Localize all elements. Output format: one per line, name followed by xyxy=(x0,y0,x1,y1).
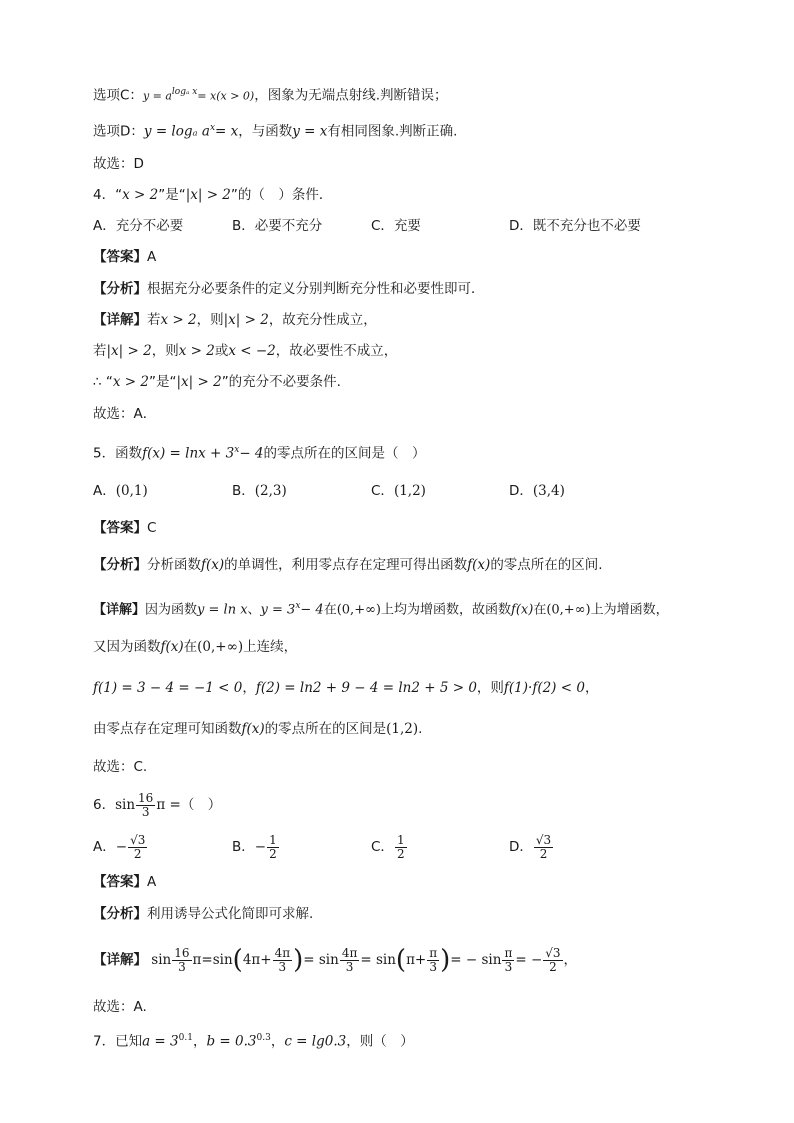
text: . xyxy=(418,721,423,737)
option-text: 必要不充分 xyxy=(254,218,323,234)
fraction-numerator: π xyxy=(504,945,513,960)
answer-tag: 【答案】 xyxy=(93,249,147,265)
fraction-numerator: √3 xyxy=(545,945,561,960)
fraction-numerator: √3 xyxy=(130,832,146,847)
math: f(1) = 3 − 4 = −1 < 0 xyxy=(93,680,243,696)
q6-answer xyxy=(93,872,156,892)
fraction xyxy=(340,947,360,974)
text: 有相同图象.判断正确. xyxy=(327,123,458,140)
q6-analysis xyxy=(93,904,313,924)
select-line-4: 故选：A． xyxy=(93,406,157,422)
math-sup: x xyxy=(295,601,301,611)
option-letter: A． xyxy=(93,483,116,499)
option-text: 充要 xyxy=(393,218,421,234)
fraction-denominator: 3 xyxy=(504,959,513,974)
right-paren: ) xyxy=(293,945,304,975)
fraction xyxy=(267,834,279,861)
text: 若 xyxy=(93,343,107,359)
q5-answer xyxy=(93,518,156,538)
answer-value: A xyxy=(147,249,157,265)
text: 的零点所在的区间是（ ） xyxy=(263,445,426,462)
text: ， xyxy=(563,952,578,968)
math-sup: 0.3 xyxy=(256,1033,271,1043)
text: ”的充分不必要条件. xyxy=(221,374,341,390)
math: π=sin xyxy=(192,952,233,968)
text: 选项D： xyxy=(93,123,144,140)
fraction-denominator: 3 xyxy=(141,804,150,819)
text: 上均为增函数，故函数 xyxy=(381,602,512,618)
option-text: 充分不必要 xyxy=(115,218,184,234)
select-line-3: 故选：D xyxy=(93,156,144,172)
text: 又因为函数 xyxy=(93,639,161,655)
text: ∴ “ xyxy=(93,374,113,390)
fraction-denominator: 3 xyxy=(178,959,186,974)
text: 、 xyxy=(247,602,261,618)
fraction-denominator: 3 xyxy=(278,959,287,974)
question-7 xyxy=(93,1028,414,1052)
math: x > 2 xyxy=(160,312,197,328)
fraction-numerator: 1 xyxy=(269,832,277,847)
option-letter: B． xyxy=(232,483,255,499)
math: = − xyxy=(515,952,543,968)
q5-option-c xyxy=(371,481,426,501)
option-letter: D． xyxy=(509,839,533,855)
math: y = logₐ a xyxy=(143,123,210,140)
answer-tag: 【答案】 xyxy=(93,520,147,536)
math: c = lg0.3 xyxy=(284,1033,347,1050)
text: ，则 xyxy=(151,343,179,359)
text: 6． xyxy=(93,797,116,813)
option-letter: D． xyxy=(509,483,533,499)
text: 由零点存在定理可知函数 xyxy=(93,721,242,737)
fraction-numerator: 1 xyxy=(396,832,405,847)
option-letter: D． xyxy=(509,218,533,234)
q6-option-c xyxy=(371,832,408,862)
text: （ ） xyxy=(180,797,222,813)
fraction-denominator: 2 xyxy=(539,846,548,861)
fraction-numerator: 16 xyxy=(174,945,190,960)
option-letter: B． xyxy=(232,218,255,234)
math: x > 2 xyxy=(178,343,215,359)
text: 7．已知 xyxy=(93,1033,143,1050)
option-text: (1,2) xyxy=(393,483,426,499)
answer-value: A xyxy=(147,874,157,890)
answer-value: C xyxy=(147,520,157,536)
math: f(1)·f(2) < 0 xyxy=(503,680,585,696)
fraction xyxy=(128,834,147,861)
detail-tag: 【详解】 xyxy=(93,312,147,328)
text: 选项C： xyxy=(93,87,143,104)
math: − 4 xyxy=(300,602,324,618)
q4-detail-3 xyxy=(93,372,341,392)
text: 根据充分必要条件的定义分别判断充分性和必要性即可． xyxy=(147,281,485,297)
right-paren: ) xyxy=(440,945,451,975)
option-letter: C． xyxy=(371,218,394,234)
math: x < −2 xyxy=(228,343,276,359)
q5-detail-2 xyxy=(93,637,297,657)
option-letter: B． xyxy=(232,839,255,855)
text: ，与函数 xyxy=(238,123,293,140)
math: (0,+∞) xyxy=(197,639,244,655)
math: y = 3 xyxy=(260,602,296,618)
math-sign: − xyxy=(115,839,128,855)
q5-detail-4 xyxy=(93,719,422,739)
math: f(2) = ln2 + 9 − 4 = ln2 + 5 > 0 xyxy=(255,680,477,696)
option-text: (2,3) xyxy=(254,483,287,499)
math: (1,2) xyxy=(386,721,419,737)
math: y = a xyxy=(142,89,172,103)
fraction-denominator: 2 xyxy=(396,846,405,861)
fraction xyxy=(534,834,553,861)
question-5 xyxy=(93,440,426,464)
q4-option-b xyxy=(232,216,322,236)
text: ， xyxy=(192,1033,207,1050)
text: ，故充分性成立， xyxy=(268,312,377,328)
math: a = 3 xyxy=(142,1033,179,1050)
q4-detail-2 xyxy=(93,341,397,361)
question-4 xyxy=(93,185,332,205)
fraction-denominator: 2 xyxy=(133,846,142,861)
text: ”是“ xyxy=(148,374,177,390)
option-c-line xyxy=(93,82,448,107)
math: (0,+∞) xyxy=(336,602,381,618)
text: 若 xyxy=(147,312,161,328)
math: |x| > 2 xyxy=(106,343,152,359)
q6-option-b xyxy=(232,832,280,862)
math: = x(x > 0) xyxy=(197,89,255,103)
text: ， xyxy=(270,1033,285,1050)
math: = sin xyxy=(360,952,396,968)
fraction xyxy=(172,947,191,974)
math: |x| > 2 xyxy=(223,312,269,328)
math: f(x) xyxy=(511,602,534,618)
text: ，图象为无端点射线.判断错误； xyxy=(254,87,448,104)
detail-tag: 【详解】 xyxy=(93,602,146,618)
text: 在 xyxy=(183,639,198,655)
math: y = ln x xyxy=(197,602,248,618)
fraction-denominator: 3 xyxy=(345,959,354,974)
option-letter: C． xyxy=(371,483,394,499)
math: π+ xyxy=(406,952,427,968)
fraction-numerator: 16 xyxy=(138,790,154,805)
q4-detail-1 xyxy=(93,310,377,330)
fraction-denominator: 2 xyxy=(549,959,557,974)
q4-option-a xyxy=(93,216,183,236)
math: b = 0.3 xyxy=(206,1033,257,1050)
question-6 xyxy=(93,790,221,820)
text: ，则 xyxy=(196,312,224,328)
math: − 4 xyxy=(239,445,264,462)
option-letter: A． xyxy=(93,218,116,234)
answer-tag: 【答案】 xyxy=(93,874,147,890)
math-sup: 0.1 xyxy=(178,1033,193,1043)
math: x > 2 xyxy=(112,374,149,390)
math: |x| > 2 xyxy=(185,187,231,203)
math-sup: logₐ x xyxy=(171,87,198,97)
text: ， xyxy=(584,680,599,696)
detail-tag: 【详解】 xyxy=(93,952,147,968)
q5-detail-3 xyxy=(93,678,598,698)
math: sin xyxy=(151,952,172,968)
text: 5．函数 xyxy=(93,445,143,462)
text: 的零点所在的区间. xyxy=(490,557,603,573)
fraction-numerator: 4π xyxy=(274,945,291,960)
fraction xyxy=(502,947,514,974)
q4-option-d xyxy=(509,216,641,236)
analysis-tag: 【分析】 xyxy=(93,906,147,922)
math: = − sin xyxy=(450,952,502,968)
math: |x| > 2 xyxy=(176,374,222,390)
text: 上连续， xyxy=(243,639,298,655)
q5-analysis xyxy=(93,555,603,575)
q5-detail-1 xyxy=(93,596,669,620)
math-sup: x xyxy=(234,445,240,455)
option-text: (3,4) xyxy=(532,483,565,499)
q4-analysis xyxy=(93,279,485,299)
text: 4．“ xyxy=(93,187,123,203)
option-text: 既不充分也不必要 xyxy=(532,218,641,234)
math: (0,+∞) xyxy=(546,602,591,618)
text: 的零点所在的区间是 xyxy=(264,721,387,737)
q5-option-a xyxy=(93,481,148,501)
text: 利用诱导公式化简即可求解. xyxy=(147,906,314,922)
text: ， xyxy=(242,680,256,696)
fraction-numerator: π xyxy=(429,945,438,960)
math: f(x) xyxy=(241,721,265,737)
math: 4π+ xyxy=(242,952,272,968)
option-letter: C． xyxy=(371,839,394,855)
text: ，故必要性不成立， xyxy=(275,343,398,359)
option-letter: A． xyxy=(93,839,116,855)
select-line-6: 故选：A. xyxy=(93,999,147,1015)
q4-option-c xyxy=(371,216,421,236)
math: = x xyxy=(215,123,239,140)
text: ，则（ ） xyxy=(346,1033,414,1050)
option-text: (0,1) xyxy=(115,483,148,499)
q6-option-d xyxy=(509,832,554,862)
q4-answer xyxy=(93,247,156,267)
fraction xyxy=(273,947,293,974)
q6-option-a xyxy=(93,832,148,862)
text: ”的（ ）条件． xyxy=(230,187,333,203)
math: f(x) xyxy=(467,557,491,573)
analysis-tag: 【分析】 xyxy=(93,557,147,573)
fraction xyxy=(543,947,562,974)
math: f(x) = lnx + 3 xyxy=(142,445,235,462)
q6-detail xyxy=(93,943,577,977)
text: 的单调性，利用零点存在定理可得出函数 xyxy=(224,557,468,573)
text: 上为增函数， xyxy=(590,602,669,618)
math-sign: − xyxy=(254,839,267,855)
text: ，则 xyxy=(476,680,504,696)
option-d-line xyxy=(93,118,457,142)
math: sin xyxy=(115,797,136,813)
fraction xyxy=(395,834,407,861)
math: = sin xyxy=(303,952,339,968)
text: 分析函数 xyxy=(147,557,201,573)
math: x > 2 xyxy=(122,187,159,203)
select-line-5: 故选：C. xyxy=(93,759,148,775)
text: 在 xyxy=(533,602,547,618)
text: 在 xyxy=(323,602,337,618)
math: f(x) xyxy=(201,557,225,573)
text: 或 xyxy=(214,343,229,359)
text: 因为函数 xyxy=(145,602,198,618)
fraction-denominator: 3 xyxy=(429,959,438,974)
math: f(x) xyxy=(160,639,184,655)
left-paren: ( xyxy=(395,945,407,975)
q5-option-d xyxy=(509,481,565,501)
math: π = xyxy=(156,797,181,813)
math: y = x xyxy=(292,123,328,140)
fraction-numerator: √3 xyxy=(535,832,552,847)
analysis-tag: 【分析】 xyxy=(93,281,147,297)
text: ”是“ xyxy=(158,187,186,203)
left-paren: ( xyxy=(232,945,243,975)
fraction xyxy=(427,947,439,974)
fraction-numerator: 4π xyxy=(341,945,358,960)
math-sup: x xyxy=(209,123,216,133)
fraction-denominator: 2 xyxy=(269,846,277,861)
q5-option-b xyxy=(232,481,287,501)
fraction xyxy=(136,792,155,819)
